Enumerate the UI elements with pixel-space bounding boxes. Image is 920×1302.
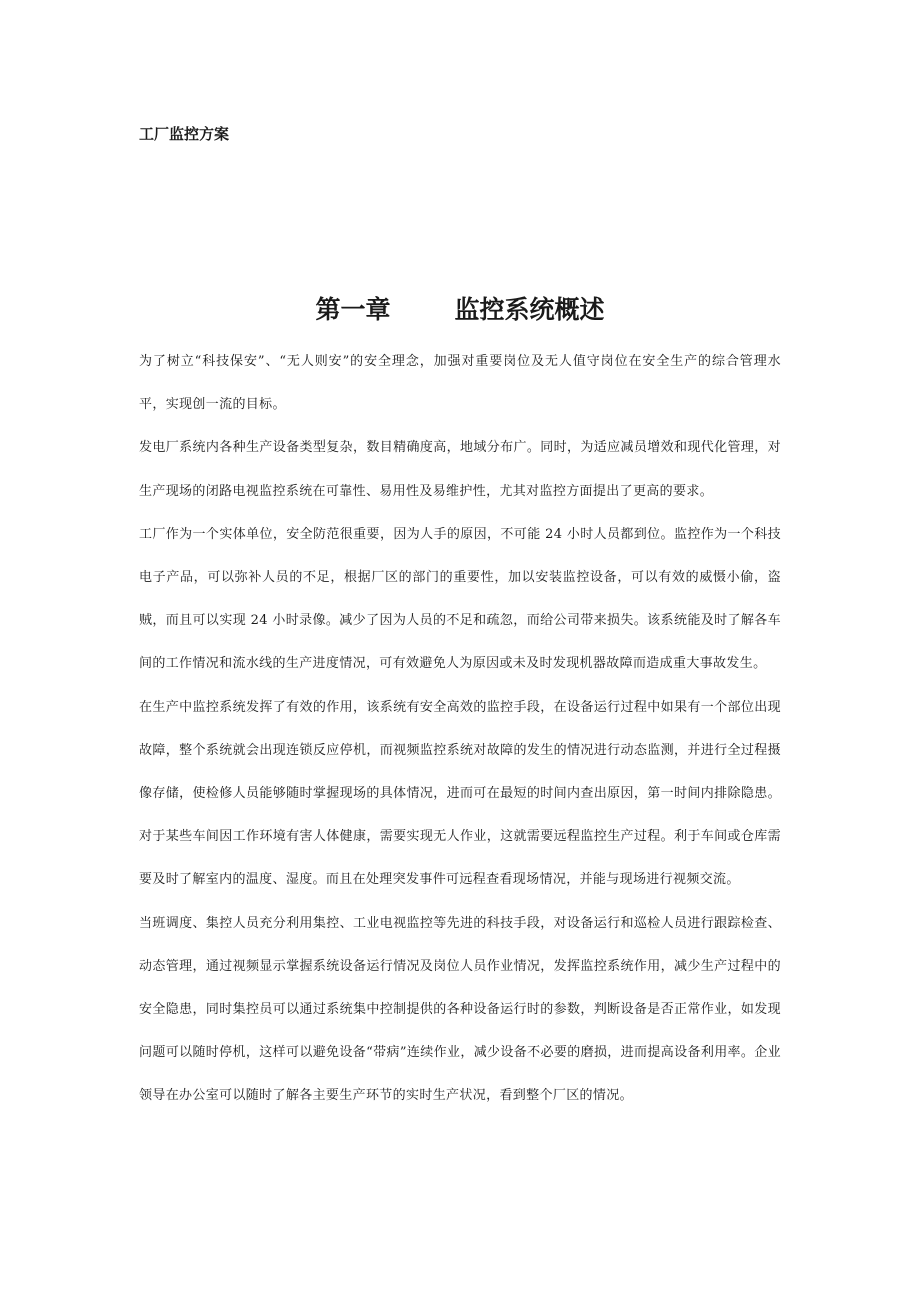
document-title: 工厂监控方案 (139, 125, 230, 143)
chapter-number: 第一章 (315, 295, 391, 324)
paragraph-3: 工厂作为一个实体单位，安全防范很重要，因为人手的原因，不可能 24 小时人员都到位。监控作为一个科技电子产品，可以弥补人员的不足，根据厂区的部门的重要性，加以安装监控设备，可以有效的威慑小偷，盗贼，而且可以实现 24 小时录像。减少了因为人员的不足和疏忽，而给公司带来损失。该系统能及时了解各车间的工作情况和流水线的生产进度情况，可有效避免人为原因或未及时发现机器故障而造成重大事故发生。 (139, 526, 781, 672)
paragraph-4: 在生产中监控系统发挥了有效的作用，该系统有安全高效的监控手段，在设备运行过程中如果有一个部位出现故障，整个系统就会出现连锁反应停机，而视频监控系统对故障的发生的情况进行动态监测，并进行全过程摄像存储，使检修人员能够随时掌握现场的具体情况，进而可在最短的时间内查出原因，第一时间内排除隐患。对于某些车间因工作环境有害人体健康，需要实现无人作业，这就需要远程监控生产过程。利于车间或仓库需要及时了解室内的温度、湿度。而且在处理突发事件可远程查看现场情况，并能与现场进行视频交流。 (139, 699, 781, 888)
paragraph-2: 发电厂系统内各种生产设备类型复杂，数目精确度高，地域分布广。同时，为适应减员增效和现代化管理，对生产现场的闭路电视监控系统在可靠性、易用性及易维护性，尤其对监控方面提出了更高的要求。 (139, 440, 781, 499)
paragraph-5: 当班调度、集控人员充分利用集控、工业电视监控等先进的科技手段，对设备运行和巡检人员进行跟踪检查、动态管理，通过视频显示掌握系统设备运行情况及岗位人员作业情况，发挥监控系统作用，减少生产过程中的安全隐患，同时集控员可以通过系统集中控制提供的各种设备运行时的参数，判断设备是否正常作业，如发现问题可以随时停机，这样可以避免设备“带病”连续作业，减少设备不必要的磨损，进而提高设备利用率。企业领导在办公室可以随时了解各主要生产环节的实时生产状况，看到整个厂区的情况。 (139, 915, 781, 1104)
chapter-heading (0, 290, 920, 330)
chapter-name: 监控系统概述 (454, 295, 605, 324)
paragraph-1: 为了树立“科技保安”、“无人则安”的安全理念，加强对重要岗位及无人值守岗位在安全生产的综合管理水平，实现创一流的目标。 (139, 354, 781, 413)
body-text (139, 340, 781, 1118)
